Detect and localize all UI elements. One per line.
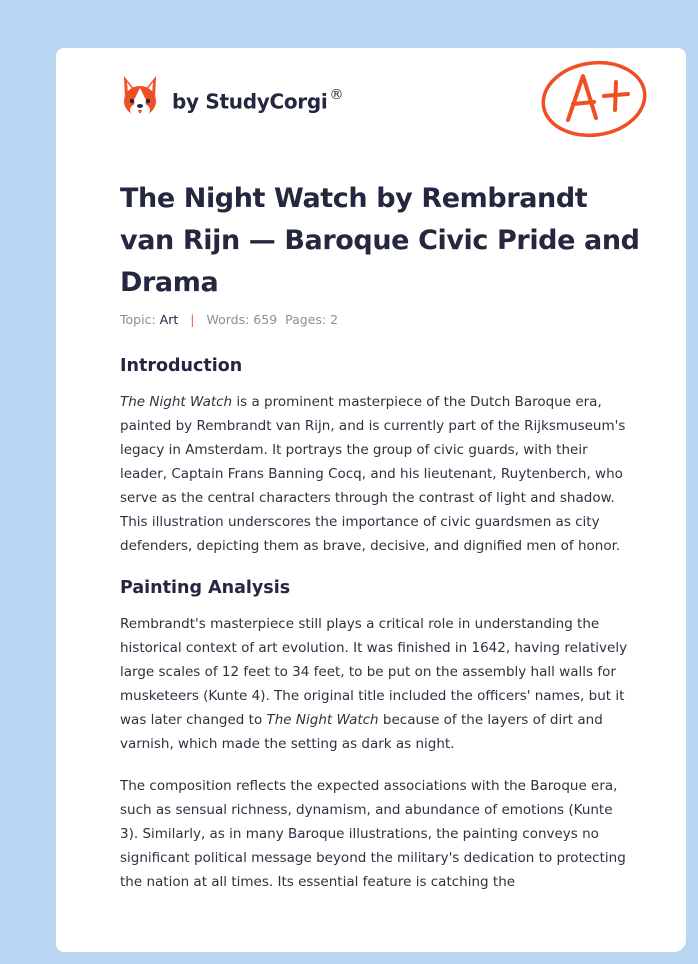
brand-header [120, 74, 343, 120]
essay-title: The Night Watch by Rembrandt van Rijn — Baroque Civic Pride and Drama [120, 183, 640, 298]
word-count: Words: 659 [206, 312, 278, 327]
analysis-paragraph-2: The composition reflects the expected associations with the Baroque era, such as sensual richness, dynamism, and abundance of emotions (Kunte 3). Similarly, as in many Baroque illustrations, the painting conveys no significant political message beyond the military's dedication to protecting the nation at all times. Its essential feature is catching the [120, 778, 626, 890]
analysis-paragraph-1: Rembrandt's masterpiece still plays a critical role in understanding the historical context of art evolution. It was finished in 1642, having relatively large scales of 12 feet to 34 feet, to be put on the assembly hall walls for musketeers (Kunte 4). The original title included the officers' names, but it was later changed to The Night Watch because of the layers of dirt and varnish, which made the setting as dark as night. [120, 616, 628, 752]
grade-a-plus-icon [538, 58, 650, 140]
brand-name[interactable]: by StudyCorgi ® [172, 86, 344, 114]
meta-separator: | [190, 312, 195, 327]
intro-paragraph: The Night Watch is a prominent masterpiece of the Dutch Baroque era, painted by Rembrandt van Rijn, and is currently part of the Rijksmuseum's legacy in Amsterdam. It portrays the group of civic guards, with their leader, Captain Frans Banning Cocq, and his lieutenant, Ruytenberch, who serve as the central characters through the contrast of light and shadow. This illustration underscores the importance of civic guardsmen as city defenders, depicting them as brave, decisive, and dignified men of honor. [120, 394, 626, 554]
document-page [56, 48, 686, 952]
page-count: Pages: 2 [285, 312, 339, 327]
section-heading-painting-analysis: Painting Analysis [120, 578, 291, 598]
essay-meta [120, 312, 338, 327]
section-heading-introduction: Introduction [120, 356, 243, 376]
topic-link[interactable]: Art [159, 312, 179, 327]
corgi-logo-icon [120, 74, 160, 120]
essay-body [120, 354, 632, 912]
topic-label: Topic: [120, 312, 156, 327]
